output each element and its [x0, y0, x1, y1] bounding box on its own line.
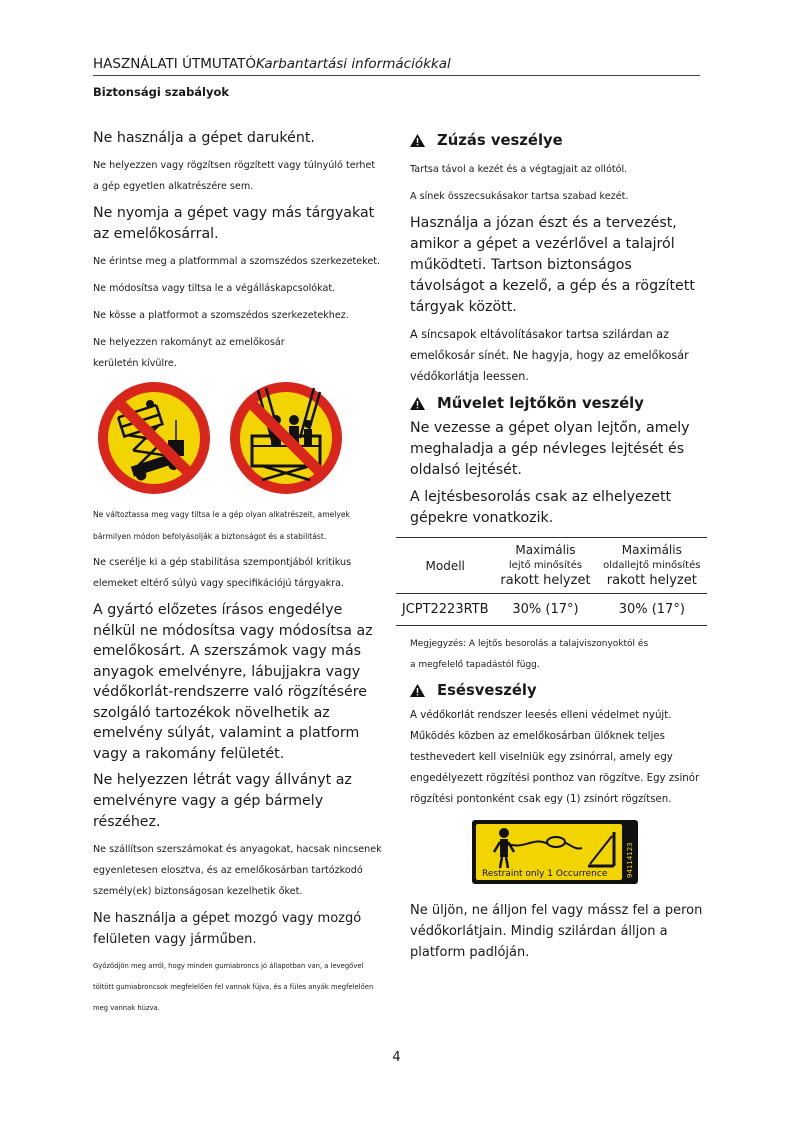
crush-text: A sínek összecsukásakor tartsa szabad kezét.: [410, 191, 629, 202]
table-header-side-slope: Maximális oldallejtő minősítés rakott helyzet: [603, 543, 701, 588]
rule-text: Ne szállítson szerszámokat és anyagokat, hacsak nincsenek egyenletesen elosztva, és az emelőkosárban tartózkodó személy(ek) biztonságosan kezelhetik őket.: [93, 844, 382, 897]
rule-text: Ne érintse meg a platformmal a szomszédos szerkezeteket.: [93, 256, 381, 267]
fall-hazard-title: Esésveszély: [437, 682, 537, 699]
no-ladder-on-platform-icon: [228, 380, 344, 496]
warning-triangle-icon: [410, 684, 425, 697]
rule-text: Ne használja a gépet daruként.: [93, 130, 315, 146]
crush-text: Tartsa távol a kezét és a végtagjait az ollótól.: [410, 164, 628, 175]
slope-rating-table: [396, 537, 707, 626]
restraint-decal: [472, 820, 707, 888]
slope-hazard-title: Művelet lejtőkön veszély: [437, 395, 644, 412]
header-rule: [93, 75, 700, 76]
running-header: [93, 56, 700, 72]
fall-text: A védőkorlát rendszer leesés elleni védelmet nyújt. Működés közben az emelőkosárban ülőknek teljes testhevedert kell viselniük egy zsinórral, amely egy engedélyezett rögzítési ponthoz van rögzítve. Egy zsinór rögzítési pontonként csak egy (1) zsinórt rögzítsen.: [410, 710, 700, 805]
rule-text: Győződjön meg arról, hogy minden gumiabroncs jó állapotban van, a levegővel töltött gumiabroncsok megfelelően fel vannak fújva, és a füles anyák megfelelően meg vannak húzva.: [93, 962, 374, 1012]
crush-hazard-title: Zúzás veszélye: [437, 132, 563, 149]
crush-text: A síncsapok eltávolításakor tartsa szilárdan az emelőkosár sínét. Ne hagyja, hogy az emelőkosár védőkorlátja leessen.: [410, 328, 689, 383]
rule-text: Ne helyezzen vagy rögzítsen rögzített vagy túlnyúló terhet a gép egyetlen alkatrészére sem.: [93, 160, 376, 192]
slope-note: Megjegyzés: A lejtős besorolás a talajviszonyoktól és a megfelelő tapadástól függ.: [410, 639, 649, 670]
slope-hazard-heading: [410, 395, 707, 412]
prohibition-pictograms: [96, 380, 383, 496]
fall-hazard-heading: [410, 682, 707, 699]
no-scissor-lift-tipping-icon: [96, 380, 212, 496]
table-header-model: Modell: [425, 558, 465, 573]
rule-text: Ne cserélje ki a gép stabilitása szempontjából kritikus elemeket eltérő súlyú vagy specifikációjú tárgyakra.: [93, 557, 352, 589]
crush-text: Használja a józan észt és a tervezést, amikor a gépet a vezérlővel a talajról működteti. Tartson biztonságos távolságot a kezelő, a gép és a rögzített tárgyak között.: [410, 215, 695, 315]
rule-text: Ne helyezzen rakományt az emelőkosár kerületén kívülre.: [93, 337, 285, 369]
table-header-slope: Maximális lejtő minősítés rakott helyzet: [500, 543, 591, 588]
table-header-row: [396, 538, 707, 594]
rule-text: Ne helyezzen létrát vagy állványt az emelvényre vagy a gép bármely részéhez.: [93, 772, 352, 830]
rule-text: A gyártó előzetes írásos engedélye nélkül ne módosítsa vagy módosítsa az emelőkosárt. A szerszámok vagy más anyagok emelvényre, lábujjakra vagy védőkorlát-rendszerre való rögzítésére szolgáló tartozékok növelhetik az emelvény súlyát, valamint a platform vagy a rakomány felületét.: [93, 602, 373, 762]
right-column: [401, 132, 707, 969]
rule-text: Ne kösse a platformot a szomszédos szerkezetekhez.: [93, 310, 349, 321]
rule-text: Ne használja a gépet mozgó vagy mozgó felületen vagy járműben.: [93, 911, 362, 947]
slope-text: A lejtésbesorolás csak az elhelyezett gépekre vonatkozik.: [410, 489, 672, 526]
rule-text: Ne nyomja a gépet vagy más tárgyakat az emelőkosárral.: [93, 205, 375, 242]
warning-triangle-icon: [410, 134, 425, 147]
table-cell-side-slope: 30% (17°): [618, 602, 685, 617]
page-number: 4: [392, 1050, 401, 1065]
slope-text: Ne vezesse a gépet olyan lejtőn, amely meghaladja a gép névleges lejtését és oldalsó lejtését.: [410, 420, 690, 478]
rule-text: Ne változtassa meg vagy tiltsa le a gép olyan alkatrészeit, amelyek bármilyen módon befolyásolják a biztonságot és a stabilitást.: [93, 510, 350, 541]
left-column: [93, 128, 383, 1019]
crush-hazard-heading: [410, 132, 707, 149]
fall-text: Ne üljön, ne álljon fel vagy mássz fel a peron védőkorlátjain. Mindig szilárdan álljon a platform padlóján.: [410, 903, 703, 960]
warning-triangle-icon: [410, 397, 425, 410]
table-cell-model: JCPT2223RTB: [401, 602, 489, 617]
table-row: [396, 594, 707, 626]
section-heading: Biztonsági szabályok: [93, 85, 230, 99]
rule-text: Ne módosítsa vagy tiltsa le a végálláskapcsolókat.: [93, 283, 336, 294]
header-title: HASZNÁLATI ÚTMUTATÓ: [93, 56, 256, 72]
table-cell-slope: 30% (17°): [512, 602, 579, 617]
header-subtitle: Karbantartási információkkal: [256, 56, 451, 72]
decal-code: 94114123: [626, 842, 634, 878]
decal-caption: Restraint only 1 Occurrence: [482, 869, 608, 879]
